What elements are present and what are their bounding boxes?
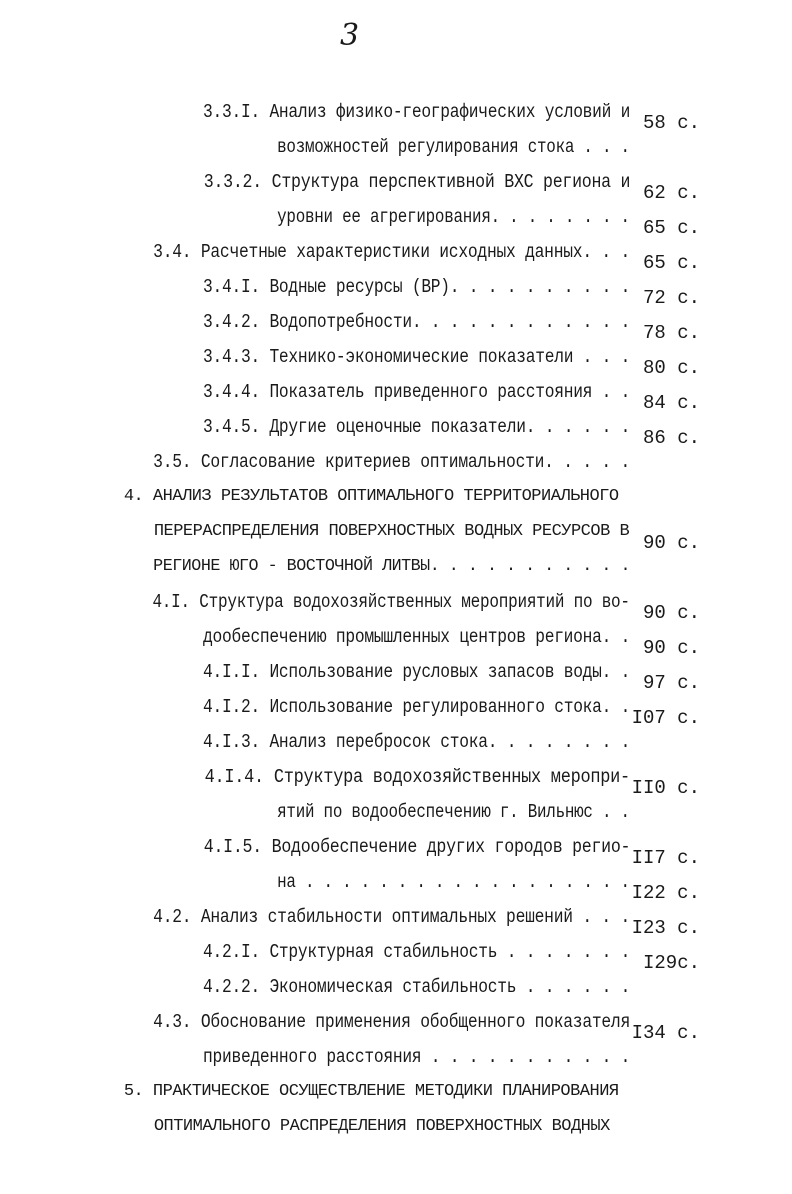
toc-number: 4.2.2. [202,976,260,998]
toc-number: 5. [123,1082,144,1101]
toc-title: Структура водохозяйственных меропри- [273,766,630,788]
toc-page-ref: 80 с. [642,357,700,379]
toc-number: 4.I.2. [202,696,260,718]
toc-page-ref: 58 с. [642,112,700,134]
toc-page-ref: I07 с. [631,707,700,729]
toc-page-ref: II7 с. [631,847,700,869]
toc-number: 3.4.I. [202,276,260,298]
toc-title: возможностей регулирования стока . . . [277,136,630,158]
toc-number: 4.2.I. [202,941,260,963]
toc-title: Водопотребности. . . . . . . . . . . . [269,311,631,333]
toc-number: 3.3.I. [202,101,260,123]
toc-number: 3.5. [153,451,192,473]
toc-title: РЕГИОНЕ ЮГО - ВОСТОЧНОЙ ЛИТВЫ. . . . . . . . . . . [153,557,630,576]
toc-page-ref: 65 с. [642,217,700,239]
toc-title: Водообеспечение других городов регио- [271,836,631,858]
toc-page-ref: II0 с. [631,777,700,799]
toc-page-ref: 90 с. [642,532,700,554]
toc-title: Обоснование применения обобщенного показателя [200,1011,631,1033]
toc-page-ref: 78 с. [642,322,700,344]
toc-title: Структура перспективной ВХС региона и [271,171,631,193]
toc-title: уровни ее агрегирования. . . . . . . . [277,206,630,228]
toc-number: 3.4.3. [202,346,260,368]
toc-page-ref: 86 с. [642,427,700,449]
toc-page-ref: 97 с. [642,672,700,694]
toc-page-ref: I34 с. [631,1022,700,1044]
toc-number: 4.2. [153,906,192,928]
toc-title: Экономическая стабильность . . . . . . [269,976,631,998]
toc-title: Согласование критериев оптимальности. . . . . [200,451,631,473]
toc-title: ОПТИМАЛЬНОГО РАСПРЕДЕЛЕНИЯ ПОВЕРХНОСТНЫХ ВОДНЫХ [153,1117,610,1136]
toc-number: 3.4.4. [202,381,260,403]
toc-number: 3.4. [153,241,192,263]
toc-title: Структурная стабильность . . . . . . . [269,941,631,963]
toc-number: 4.3. [153,1011,192,1033]
toc-number: 4.I.3. [202,731,260,753]
toc-page-ref: I29с. [642,952,700,974]
toc-title: АНАЛИЗ РЕЗУЛЬТАТОВ ОПТИМАЛЬНОГО ТЕРРИТОРИАЛЬНОГО [152,487,619,506]
toc-number: 3.4.5. [202,416,260,438]
toc-number: 4. [123,487,144,506]
toc-title: Расчетные характеристики исходных данных. . . [200,241,631,263]
toc-title: ятий по водообеспечению г. Вильнюс . . [277,801,630,823]
toc-number: 4.I.4. [204,766,264,788]
toc-title: приведенного расстояния . . . . . . . . . . . [202,1046,631,1068]
toc-title: ПРАКТИЧЕСКОЕ ОСУЩЕСТВЛЕНИЕ МЕТОДИКИ ПЛАНИРОВАНИЯ [152,1082,619,1101]
toc-page-ref: 72 с. [642,287,700,309]
toc-title: Анализ перебросок стока. . . . . . . . [269,731,631,753]
toc-number: 4.I. [152,591,190,613]
toc-page-ref: 62 с. [642,182,700,204]
toc-title: дообеспечению промышленных центров региона. . [202,626,631,648]
toc-title: ПЕРЕРАСПРЕДЕЛЕНИЯ ПОВЕРХНОСТНЫХ ВОДНЫХ РЕСУРСОВ В [153,522,630,541]
toc-title: Анализ стабильности оптимальных решений . . . [200,906,631,928]
toc-page-ref: 65 с. [642,252,700,274]
toc-page-ref: 84 с. [642,392,700,414]
toc-entry-5-cont [115,1091,610,1163]
toc-number: 3.3.2. [203,171,262,193]
toc-title: Использование русловых запасов воды. . [269,661,631,683]
toc-number: 4.I.I. [202,661,260,683]
toc-page-ref: 90 с. [642,637,700,659]
toc-page-ref: I23 с. [631,917,700,939]
toc-title: Структура водохозяйственных мероприятий по во- [199,591,630,613]
toc-page-ref: I22 с. [631,882,700,904]
page-number: 3 [340,18,361,53]
toc-title: на . . . . . . . . . . . . . . . . . . [277,871,630,893]
toc-number: 3.4.2. [202,311,260,333]
toc-title: Использование регулированного стока. . [269,696,631,718]
toc-number: 4.I.5. [203,836,262,858]
toc-title: Технико-экономические показатели . . . [269,346,631,368]
toc-title: Водные ресурсы (ВР). . . . . . . . . . [269,276,631,298]
toc-title: Другие оценочные показатели. . . . . . [269,416,631,438]
toc-title: Анализ физико-географических условий и [269,101,631,123]
toc-page-ref: 90 с. [642,602,700,624]
toc-title: Показатель приведенного расстояния . . [269,381,631,403]
